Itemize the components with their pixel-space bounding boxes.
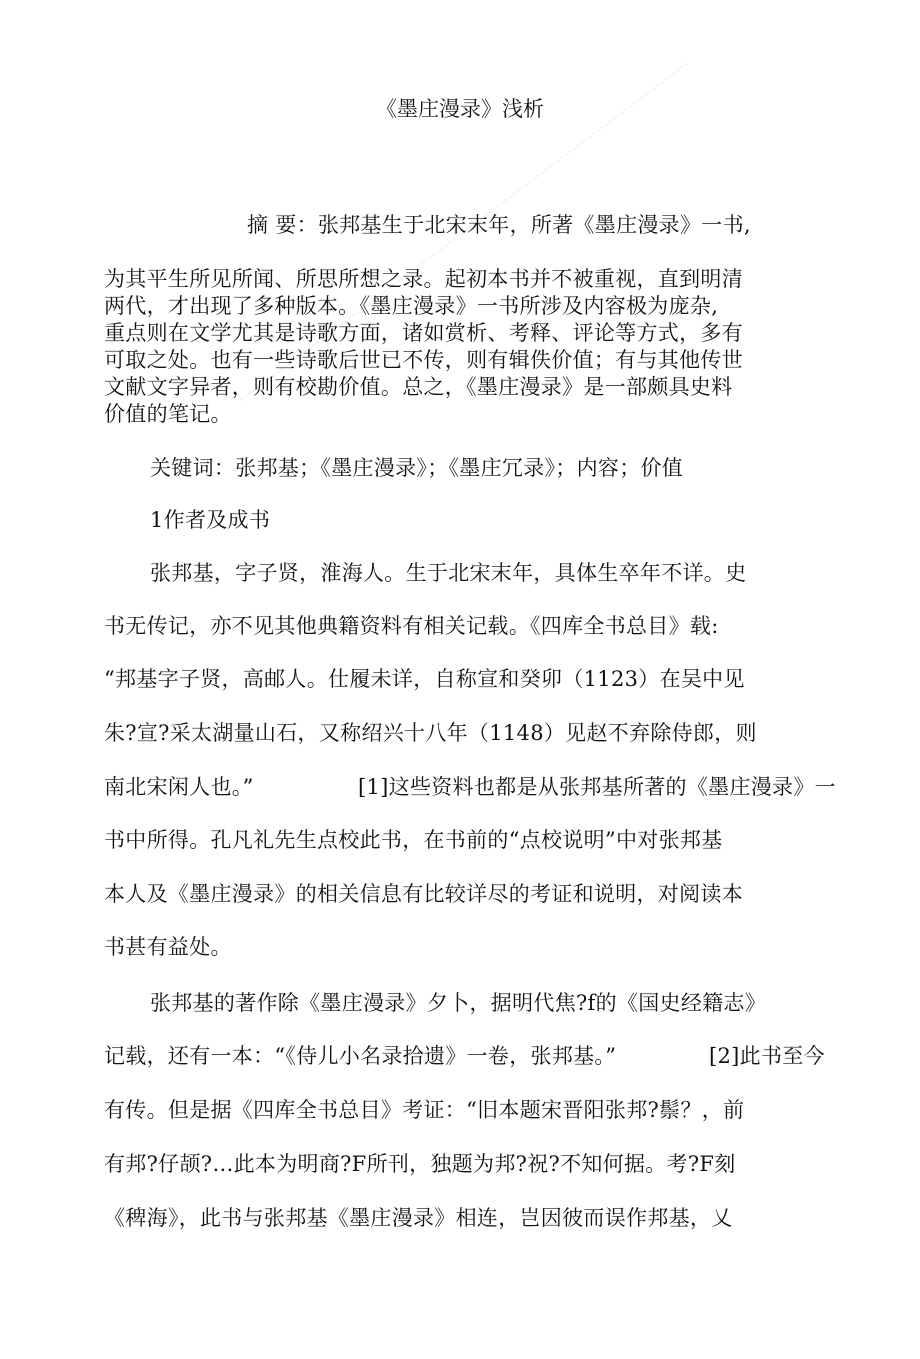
body-line: 朱?宣?采太湖量山石，又称绍兴十八年（1148）见赵不弃除侍郎，则 xyxy=(104,721,757,745)
abstract-line: 文献文字异者，则有校勘价值。总之，《墨庄漫录》是一部颇具史料 xyxy=(104,375,733,399)
page-title: 《墨庄漫录》浅析 xyxy=(376,97,544,121)
abstract-line: 价值的笔记。 xyxy=(104,402,232,426)
keywords: 关键词：张邦基；《墨庄漫录》；《墨庄冗录》；内容；价值 xyxy=(150,456,684,480)
abstract-line: 两代，才出现了多种版本。《墨庄漫录》一书所涉及内容极为庞杂, xyxy=(104,294,719,318)
body-line: 有邦?仔颉?…此本为明商?F所刊，独题为邦?祝?不知何据。考?F刻 xyxy=(104,1152,736,1176)
abstract-line: 为其平生所见所闻、所思所想之录。起初本书并不被重视，直到明清 xyxy=(104,267,743,291)
body-line: “邦基字子贤，高邮人。仕履未详，自称宣和癸卯（1123）在吴中见 xyxy=(104,667,745,691)
body-line: 书中所得。孔凡礼先生点校此书，在书前的“点校说明”中对张邦基 xyxy=(104,828,723,852)
abstract-line: 摘 要：张邦基生于北宋末年，所著《墨庄漫录》一书, xyxy=(247,213,751,237)
abstract-line: 重点则在文学尤其是诗歌方面，诸如赏析、考释、评论等方式，多有 xyxy=(104,321,743,345)
body-line: 书甚有益处。 xyxy=(104,935,232,959)
body-line: 书无传记，亦不见其他典籍资料有相关记载。《四库全书总目》载: xyxy=(104,614,719,638)
footnote-reference-1: [1]这些资料也都是从张邦基所著的《墨庄漫录》一 xyxy=(358,775,836,799)
body-line: 记载，还有一本：“《侍儿小名录拾遗》一卷，张邦基。” xyxy=(104,1044,617,1068)
body-line: 有传。但是据《四库全书总目》考证：“旧本题宋晋阳张邦?鬃？，前 xyxy=(104,1098,745,1122)
body-line: 张邦基，字子贤，淮海人。生于北宋末年，具体生卒年不详。史 xyxy=(150,561,747,585)
section-heading: 1作者及成书 xyxy=(150,508,271,532)
body-line: 张邦基的著作除《墨庄漫录》夕卜，据明代焦?f的《国史经籍志》 xyxy=(150,991,767,1015)
body-line: 本人及《墨庄漫录》的相关信息有比较详尽的考证和说明，对阅读本 xyxy=(104,882,743,906)
abstract-line: 可取之处。也有一些诗歌后世已不传，则有辑佚价值；有与其他传世 xyxy=(104,348,743,372)
body-line: 南北宋闲人也。” xyxy=(104,775,254,799)
body-line: 《稗海》，此书与张邦基《墨庄漫录》相连，岂因彼而误作邦基，乂 xyxy=(104,1206,733,1230)
footnote-reference-2: [2]此书至今 xyxy=(709,1044,825,1068)
